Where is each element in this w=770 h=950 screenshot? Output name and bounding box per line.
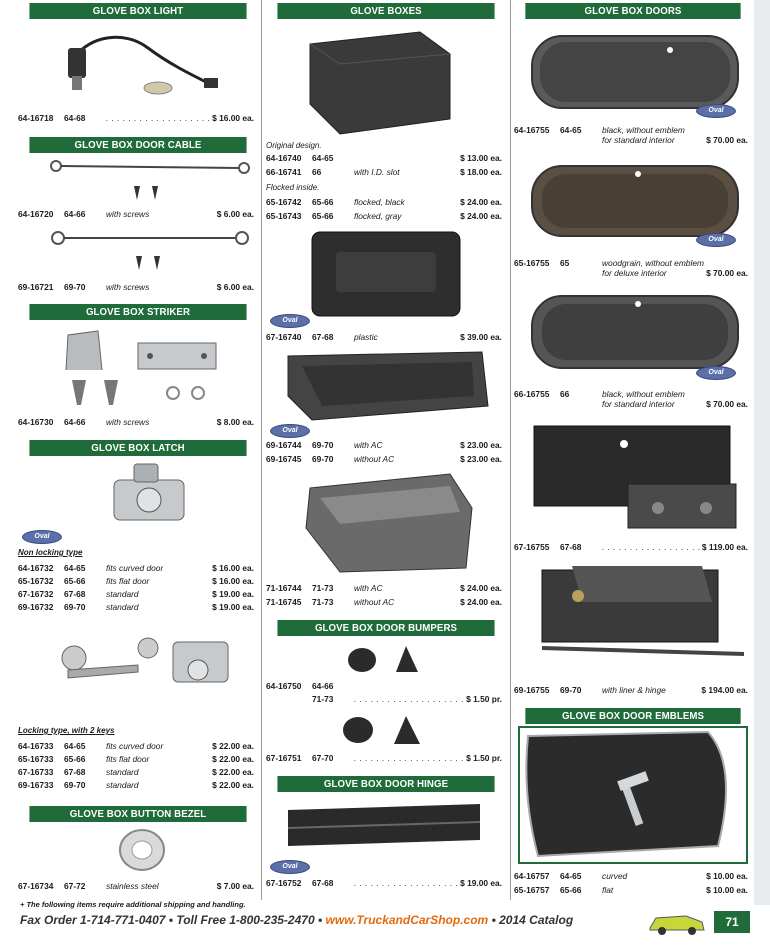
- section-header-glove-box-door-hinge: GLOVE BOX DOOR HINGE: [277, 776, 494, 792]
- column-right: [514, 0, 752, 905]
- door-67-image: [528, 424, 744, 534]
- table-row: 64-16720 64-66 with screws $ 6.00 ea.: [18, 209, 254, 219]
- table-row: 64-16750 64-66: [266, 681, 334, 691]
- table-row: 71-16745 71-73 without AC $ 24.00 ea.: [266, 597, 502, 607]
- table-row: 69-16755 69-70 with liner & hinge $ 194.00 ea.: [514, 685, 748, 695]
- table-row: 69-16721 69-70 with screws $ 6.00 ea.: [18, 282, 254, 292]
- table-row: 71-73 . . . . . . . . . . . . . . . . . . . . $ 1.50 pr.: [312, 694, 502, 704]
- plastic-glove-box-image: [306, 228, 466, 320]
- woodgrain-door-image: [528, 160, 744, 240]
- table-row: for deluxe interior $ 70.00 ea.: [602, 268, 748, 278]
- locking-latch-image: [48, 620, 248, 715]
- table-row: for standard interior $ 70.00 ea.: [602, 399, 748, 409]
- oval-logo-icon: Oval: [270, 860, 310, 874]
- website-link[interactable]: www.TruckandCarShop.com: [325, 913, 489, 927]
- bezel-image: [112, 826, 172, 874]
- hinge-image: [284, 800, 484, 860]
- table-row: 64-16730 64-66 with screws $ 8.00 ea.: [18, 417, 254, 427]
- table-row: 64-16718 64-68 . . . . . . . . . . . . . . . . . . . . $ 16.00 ea.: [18, 113, 254, 123]
- table-row: 69-16732 69-70 standard $ 19.00 ea.: [18, 602, 254, 612]
- section-header-glove-box-doors: GLOVE BOX DOORS: [525, 3, 740, 19]
- table-row: 67-16752 67-68 . . . . . . . . . . . . . . . . . . . . $ 19.00 ea.: [266, 878, 502, 888]
- door-liner-image: [522, 562, 750, 677]
- door-cable-image: [44, 156, 254, 206]
- table-row: 65-16742 65-66 flocked, black $ 24.00 ea.: [266, 197, 502, 207]
- table-row: 65-16743 65-66 flocked, gray $ 24.00 ea.: [266, 211, 502, 221]
- oval-logo-icon: Oval: [696, 233, 736, 247]
- column-divider: [261, 0, 262, 900]
- oval-logo-icon: Oval: [22, 530, 62, 544]
- table-row: 64-16755 64-65 black, without emblem: [514, 125, 685, 135]
- oval-logo-icon: Oval: [270, 424, 310, 438]
- section-header-glove-box-latch: GLOVE BOX LATCH: [29, 440, 246, 456]
- toll-free-number: Toll Free 1-800-235-2470: [176, 913, 315, 927]
- section-header-glove-box-door-cable: GLOVE BOX DOOR CABLE: [29, 137, 246, 153]
- table-row: 64-16740 64-65 $ 13.00 ea.: [266, 153, 502, 163]
- catalog-year: 2014 Catalog: [499, 913, 574, 927]
- glove-box-71-image: [300, 468, 480, 576]
- shipping-note: + The following items require additional shipping and handling.: [20, 900, 246, 909]
- page-edge-shade: [754, 0, 770, 905]
- page-number: 71: [714, 911, 750, 933]
- section-header-glove-box-door-bumpers: GLOVE BOX DOOR BUMPERS: [277, 620, 494, 636]
- table-row: 67-16734 67-72 stainless steel $ 7.00 ea.: [18, 881, 254, 891]
- table-row: 67-16733 67-68 standard $ 22.00 ea.: [18, 767, 254, 777]
- column-middle: GLOVE BOXES Original design. 64-16740 64-65 $ 13.00 ea. 66-16741 66 with I.D. slot $ 18.00 ea. Flocked inside. 65-16742 65-66 flocked, black $ 24.00 ea. 65-16743 65-66 flocked, gray $ 24.00 ea. Oval 67-16740 67-68 plastic $ 39.00 ea. Oval 69-16744 69-70 with AC $ 23.00 ea. 69-16745 69-70 without AC $ 23.00 ea. 71-16744 71-73 with AC $ 24.00 ea. 71-16745 71-73 without AC $ 24.00 ea. GLOVE BOX DOOR BUMPERS 64-16750 64-66 71-73 . . . . . . . . . . . . . . . . . . . . $ 1.50 pr. 67-16751 67-70 . . . . . . . . . . . . . . . . . . . . $ 1.50 pr. GLOVE BOX DOOR HINGE Oval 67-16752 67-68 . . . . . . . . . . . . . . . . . . . . $ 19.00 ea.: [266, 0, 506, 905]
- section-header-glove-boxes: GLOVE BOXES: [277, 3, 494, 19]
- table-row: 64-16732 64-65 fits curved door $ 16.00 ea.: [18, 563, 254, 573]
- door-image: [528, 290, 744, 372]
- table-row: 65-16757 65-66 flat $ 10.00 ea.: [514, 885, 748, 895]
- fax-number: Fax Order 1-714-771-0407: [20, 913, 166, 927]
- striker-image: [58, 325, 238, 410]
- table-row: 66-16741 66 with I.D. slot $ 18.00 ea.: [266, 167, 502, 177]
- glove-box-image: [300, 24, 470, 139]
- table-row: 67-16740 67-68 plastic $ 39.00 ea.: [266, 332, 502, 342]
- emblem-image: [518, 726, 748, 866]
- table-row: 67-16755 67-68 . . . . . . . . . . . . . . . . . . . . $ 119.00 ea.: [514, 542, 748, 552]
- bumper-image: [344, 640, 434, 678]
- table-row: 71-16744 71-73 with AC $ 24.00 ea.: [266, 583, 502, 593]
- table-row: 69-16733 69-70 standard $ 22.00 ea.: [18, 780, 254, 790]
- door-image: [528, 30, 744, 112]
- table-row: for standard interior $ 70.00 ea.: [602, 135, 748, 145]
- table-row: 69-16744 69-70 with AC $ 23.00 ea.: [266, 440, 502, 450]
- table-row: 66-16755 66 black, without emblem: [514, 389, 685, 399]
- oval-logo-icon: Oval: [696, 366, 736, 380]
- glove-box-ac-image: [282, 346, 494, 426]
- column-left: GLOVE BOX LIGHT 64-16718 64-68 . . . . . . . . . . . . . . . . . . . . $ 16.00 ea. GLOVE BOX DOOR CABLE 64-16720 64-66 with screws $ 6.00 ea. 69-16721 69-70 with screws $ 6.00 ea. GLOVE BOX STRIKER 64-16730 64-66 with screws $ 8.00 ea. GLOVE BOX LATCH Oval Non locking type 64-16732 64-65 fits curved door $ 16.00 ea. 65-16732 65-66 fits flat door $ 16.00 ea. 67-16732 67-68 standard $ 19.00 ea. 69-16732 69-70 standard $ 19.00 ea. Locking type, with 2 keys 64-16733 64-65 fits curved door $ 22.00 ea. 65-16733 65-66 fits flat door $ 22.00 ea. 67-16733 67-68 standard $ 22.00 ea. 69-16733 69-70 standard $ 22.00 ea. GLOVE BOX BUTTON BEZEL 67-16734 67-72 stainless steel $ 7.00 ea.: [18, 0, 258, 905]
- section-header-glove-box-door-emblems: GLOVE BOX DOOR EMBLEMS: [525, 708, 740, 724]
- table-row: 64-16757 64-65 curved $ 10.00 ea.: [514, 871, 748, 881]
- door-cable-image: [44, 226, 254, 274]
- latch-image: [94, 460, 204, 540]
- table-row: 69-16745 69-70 without AC $ 23.00 ea.: [266, 454, 502, 464]
- table-row: 65-16732 65-66 fits flat door $ 16.00 ea.: [18, 576, 254, 586]
- column-divider: [510, 0, 511, 900]
- oval-logo-icon: Oval: [270, 314, 310, 328]
- footer-contact-bar: Fax Order 1-714-771-0407 • Toll Free 1-800-235-2470 • www.TruckandCarShop.com • 2014 Catalog: [20, 913, 574, 927]
- section-header-glove-box-striker: GLOVE BOX STRIKER: [29, 304, 246, 320]
- table-row: 67-16751 67-70 . . . . . . . . . . . . . . . . . . . . $ 1.50 pr.: [266, 753, 502, 763]
- table-row: 64-16733 64-65 fits curved door $ 22.00 ea.: [18, 741, 254, 751]
- table-row: 65-16733 65-66 fits flat door $ 22.00 ea.: [18, 754, 254, 764]
- glove-box-light-image: [58, 28, 233, 108]
- section-header-glove-box-button-bezel: GLOVE BOX BUTTON BEZEL: [29, 806, 246, 822]
- oval-logo-icon: Oval: [696, 104, 736, 118]
- table-row: 67-16732 67-68 standard $ 19.00 ea.: [18, 589, 254, 599]
- car-icon: [646, 908, 708, 936]
- table-row: 65-16755 65 woodgrain, without emblem: [514, 258, 704, 268]
- bumper-image: [338, 710, 438, 750]
- section-header-glove-box-light: GLOVE BOX LIGHT: [29, 3, 246, 19]
